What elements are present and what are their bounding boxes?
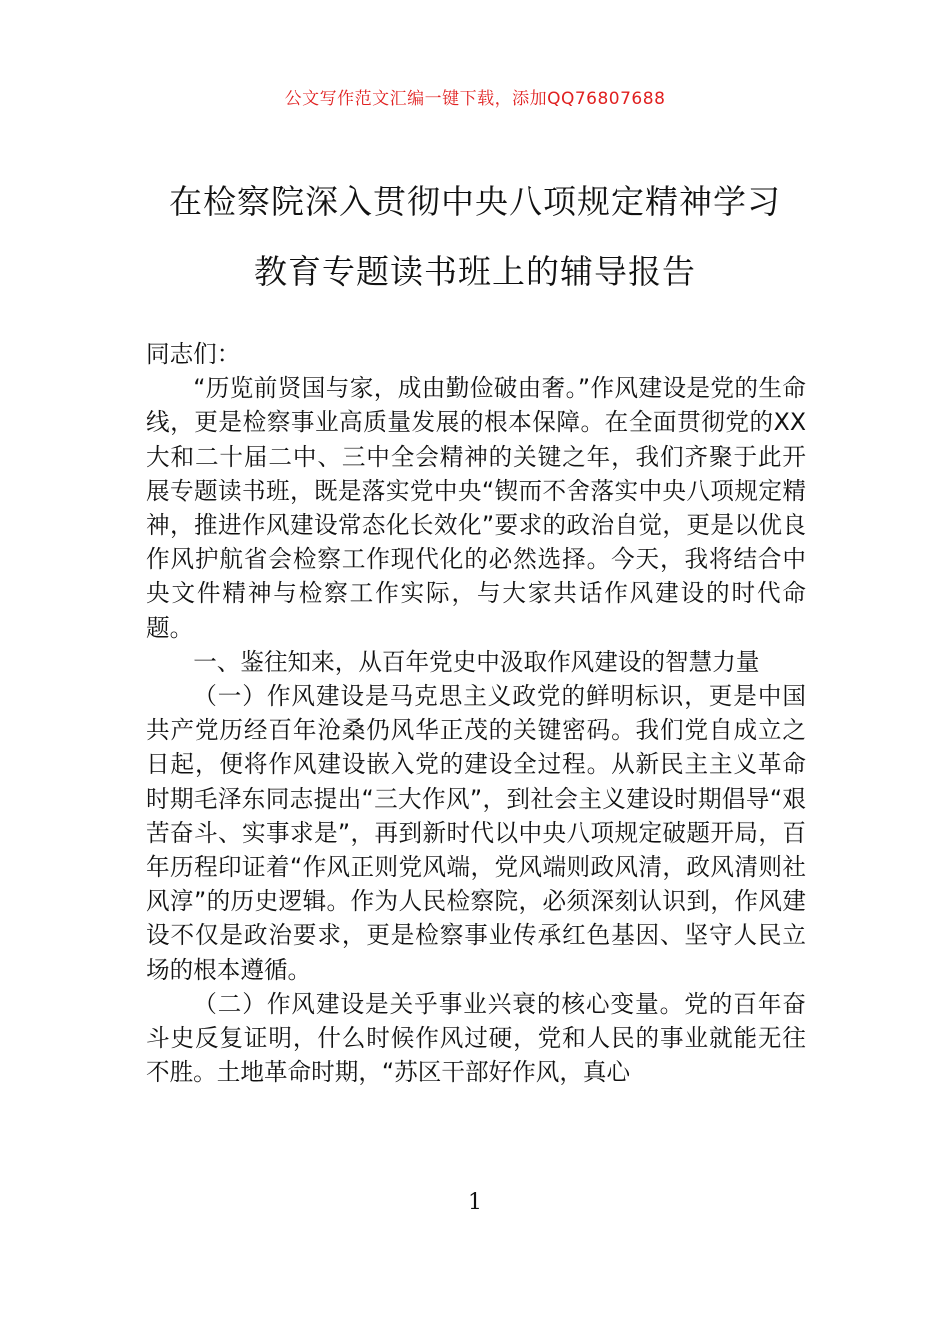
- promo-banner: 公文写作范文汇编一键下载，添加QQ76807688: [284, 89, 666, 109]
- document-title-line-2: 教育专题读书班上的辅导报告: [254, 252, 696, 291]
- section-heading-1: 一、鉴往知来，从百年党史中汲取作风建设的智慧力量: [193, 647, 760, 676]
- document-title-line-1: 在检察院深入贯彻中央八项规定精神学习: [169, 182, 781, 221]
- document-body: [146, 337, 806, 1089]
- page-number: 1: [468, 1190, 482, 1215]
- paragraph-section-1-2: （二）作风建设是关乎事业兴衰的核心变量。党的百年奋斗史反复证明，什么时候作风过硬，党和人民的事业就能无往不胜。土地革命时期，“苏区干部好作风，真心: [146, 989, 806, 1087]
- paragraph-intro: “历览前贤国与家，成由勤俭破由奢。”作风建设是党的生命线，更是检察事业高质量发展的根本保障。在全面贯彻党的XX大和二十届二中、三中全会精神的关键之年，我们齐聚于此开展专题读书班，既是落实党中央“锲而不舍落实中央八项规定精神，推进作风建设常态化长效化”要求的政治自觉，更是以优良作风护航省会检察工作现代化的必然选择。今天，我将结合中央文件精神与检察工作实际，与大家共话作风建设的时代命题。: [146, 374, 806, 642]
- salutation: 同志们：: [146, 340, 241, 368]
- paragraph-section-1-1: （一）作风建设是马克思主义政党的鲜明标识，更是中国共产党历经百年沧桑仍风华正茂的关键密码。我们党自成立之日起，便将作风建设嵌入党的建设全过程。从新民主主义革命时期毛泽东同志提出“三大作风”，到社会主义建设时期倡导“艰苦奋斗、实事求是”，再到新时代以中央八项规定破题开局，百年历程印证着“作风正则党风端，党风端则政风清，政风清则社风淳”的历史逻辑。作为人民检察院，必须深刻认识到，作风建设不仅是政治要求，更是检察事业传承红色基因、坚守人民立场的根本遵循。: [146, 682, 806, 984]
